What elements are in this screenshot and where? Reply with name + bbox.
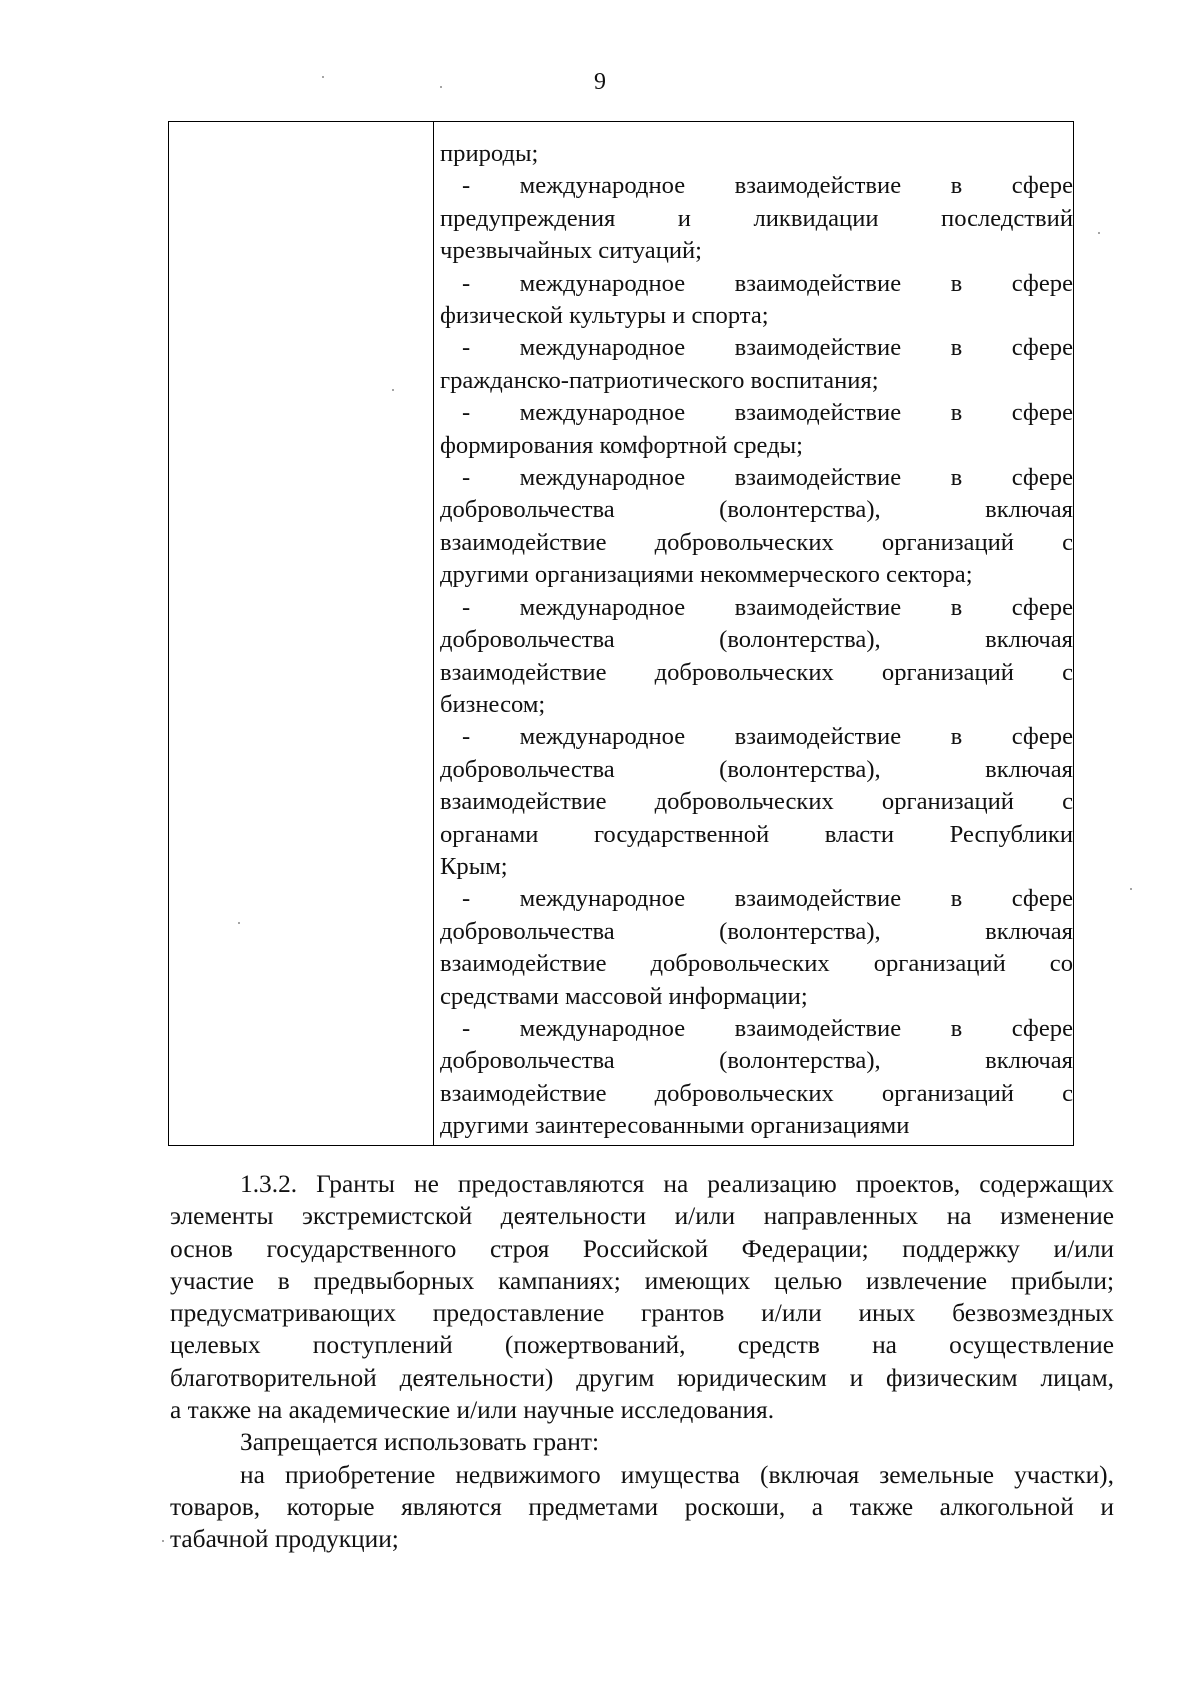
table-cell-text	[440, 138, 1073, 1143]
table-line: добровольчества (волонтерства), включая	[440, 1047, 1073, 1075]
paragraph-line: предусматривающих предоставление грантов и/или иных безвозмездных	[170, 1299, 1114, 1328]
paragraph-line: товаров, которые являются предметами роскоши, а также алкогольной и	[170, 1492, 1114, 1521]
scan-speck	[1098, 232, 1100, 234]
table-line: - международное взаимодействие в сфере	[462, 1014, 1073, 1042]
table-line: - международное взаимодействие в сфере	[462, 464, 1073, 492]
table-line: добровольчества (волонтерства), включая	[440, 626, 1073, 654]
table-left-cell	[169, 122, 434, 1145]
paragraph-line: целевых поступлений (пожертвований, средств на осуществление	[170, 1331, 1114, 1360]
table-line: взаимодействие добровольческих организаций с	[440, 528, 1073, 556]
table-line: формирования комфортной среды;	[440, 431, 803, 459]
scan-speck	[392, 389, 394, 391]
paragraph-line: участие в предвыборных кампаниях; имеющих целью извлечение прибыли;	[170, 1266, 1114, 1295]
table-line: - международное взаимодействие в сфере	[462, 399, 1073, 427]
table-line: - международное взаимодействие в сфере	[462, 172, 1073, 200]
table-right-cell	[434, 122, 1073, 1145]
table-line: - международное взаимодействие в сфере	[462, 723, 1073, 751]
table-line: физической культуры и спорта;	[440, 302, 769, 330]
table-line: другими заинтересованными организациями	[440, 1112, 910, 1140]
table-line: взаимодействие добровольческих организаций с	[440, 1079, 1073, 1107]
paragraph-line: Запрещается использовать грант:	[240, 1428, 600, 1457]
document-table	[168, 121, 1074, 1146]
table-line: взаимодействие добровольческих организаций с	[440, 788, 1073, 816]
table-line: другими организациями некоммерческого сектора;	[440, 561, 973, 589]
table-line: гражданско-патриотического воспитания;	[440, 366, 879, 394]
paragraph-line: табачной продукции;	[170, 1525, 399, 1554]
table-line: - международное взаимодействие в сфере	[462, 269, 1073, 297]
table-line: бизнесом;	[440, 690, 546, 718]
paragraph-line: а также на академические и/или научные исследования.	[170, 1396, 775, 1425]
body-paragraphs	[170, 1168, 1114, 1556]
table-line: - международное взаимодействие в сфере	[462, 593, 1073, 621]
paragraph-line: 1.3.2. Гранты не предоставляются на реализацию проектов, содержащих	[240, 1170, 1114, 1198]
table-line: Крым;	[440, 852, 508, 880]
paragraph-line: основ государственного строя Российской Федерации; поддержку и/или	[170, 1234, 1114, 1263]
table-line: добровольчества (волонтерства), включая	[440, 917, 1073, 945]
scan-speck	[1130, 888, 1132, 890]
table-line: добровольчества (волонтерства), включая	[440, 755, 1073, 783]
table-line: средствами массовой информации;	[440, 982, 808, 1010]
table-line: взаимодействие добровольческих организаций со	[440, 950, 1073, 978]
table-line: добровольчества (волонтерства), включая	[440, 496, 1073, 524]
table-line: взаимодействие добровольческих организаций с	[440, 658, 1073, 686]
scan-speck	[322, 76, 324, 78]
page-number: 9	[594, 69, 606, 95]
table-line: органами государственной власти Республики	[440, 820, 1073, 848]
paragraph-line: благотворительной деятельности) другим юридическим и физическим лицам,	[170, 1363, 1114, 1392]
scan-speck	[162, 1540, 164, 1542]
scan-speck	[238, 922, 240, 924]
table-line: - международное взаимодействие в сфере	[462, 885, 1073, 913]
paragraph-line: на приобретение недвижимого имущества (включая земельные участки),	[240, 1460, 1114, 1489]
table-line: предупреждения и ликвидации последствий	[440, 204, 1073, 232]
table-line: чрезвычайных ситуаций;	[440, 237, 703, 265]
table-line: природы;	[440, 140, 539, 167]
paragraph-line: элементы экстремистской деятельности и/или направленных на изменение	[170, 1202, 1114, 1231]
table-line: - международное взаимодействие в сфере	[462, 334, 1073, 362]
scan-speck	[440, 86, 442, 88]
